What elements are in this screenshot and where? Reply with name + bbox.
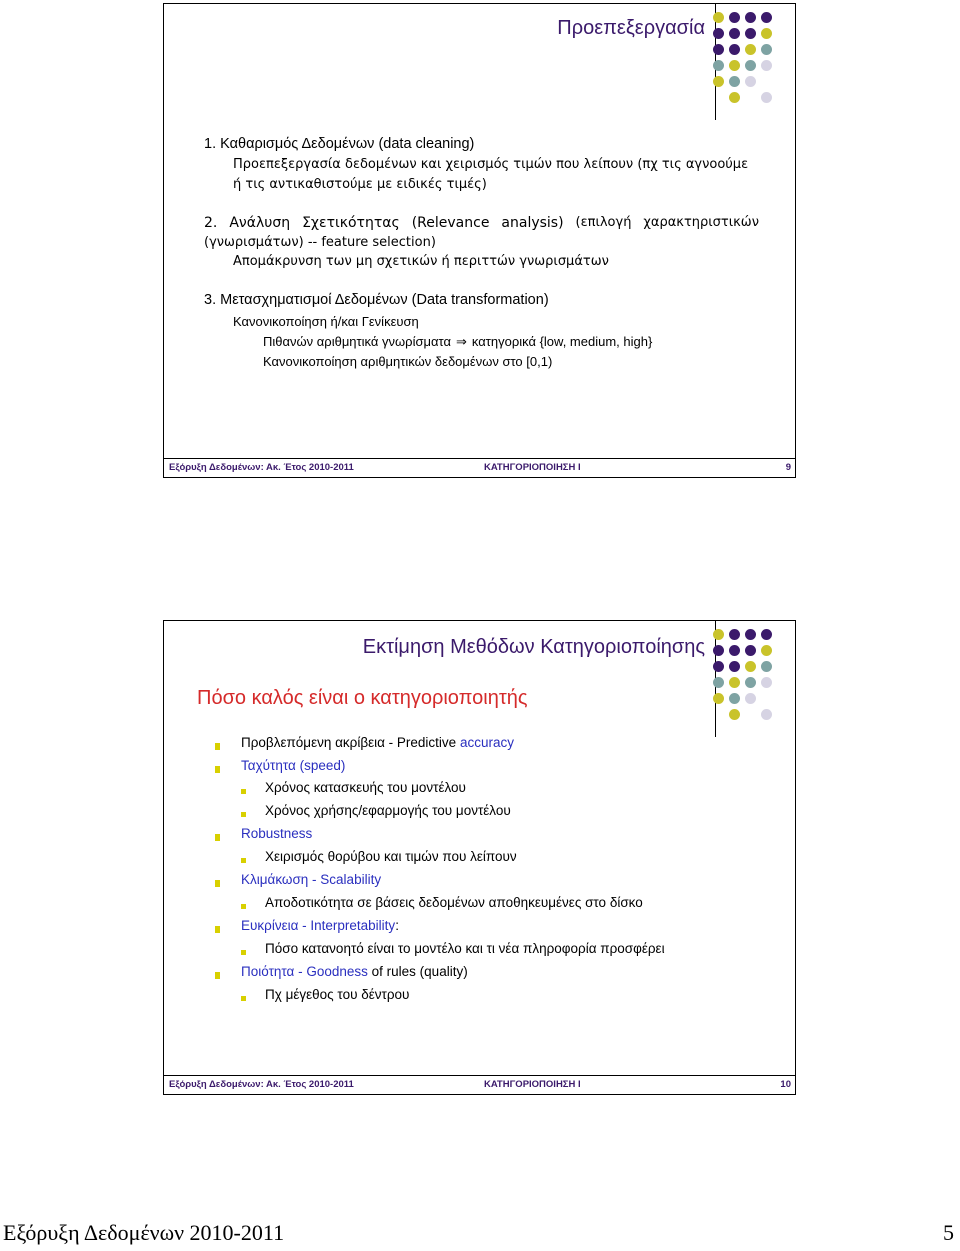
decorative-dot (761, 28, 772, 39)
decorative-dot (761, 709, 772, 720)
item-3-line-2 (263, 334, 652, 350)
bullet-icon (215, 926, 220, 933)
item-2-line-1: (γνωρισμάτων) -- feature selection) (204, 235, 436, 250)
item-2-word-f: χαρακτηριστικών (643, 215, 759, 230)
decorative-dot (713, 12, 724, 23)
item-2-word-b: Σχετικότητας (302, 215, 400, 231)
decorative-dot (745, 693, 756, 704)
decorative-dot (713, 677, 724, 688)
decorative-dot (745, 12, 756, 23)
decorative-dot (729, 629, 740, 640)
decorative-dot (713, 661, 724, 672)
criterion-accuracy (241, 735, 514, 750)
decorative-dot (745, 44, 756, 55)
decorative-dot (761, 60, 772, 71)
item-1-heading: 1. Καθαρισμός Δεδομένων (data cleaning) (204, 136, 475, 152)
decorative-dot (761, 12, 772, 23)
item-3-line-2b: κατηγορικά {low, medium, high} (471, 334, 653, 349)
decorative-dot (713, 645, 724, 656)
footer-course: Εξόρυξη Δεδομένων: Ακ. Έτος 2010-2011 (169, 1079, 354, 1090)
decorative-dot (761, 645, 772, 656)
decorative-dot (729, 76, 740, 87)
handout-footer-title: Εξόρυξη Δεδομένων 2010-2011 (3, 1220, 285, 1245)
robustness-noise: Χειρισμός θορύβου και τιμών που λείπουν (265, 849, 517, 864)
sub-bullet-icon (241, 904, 246, 909)
item-2-heading (204, 215, 759, 231)
slide-subtitle: Πόσο καλός είναι ο κατηγοριοποιητής (197, 687, 528, 709)
item-1-line-2: ή τις αντικαθιστούμε με ειδικές τιμές) (233, 177, 487, 192)
criterion-accuracy-text: Προβλεπόμενη ακρίβεια - Predictive (241, 735, 460, 750)
decorative-dot (713, 28, 724, 39)
bullet-icon (215, 743, 220, 750)
scalability-disk: Αποδοτικότητα σε βάσεις δεδομένων αποθηκευμένες στο δίσκο (265, 895, 643, 910)
decorative-dot (729, 60, 740, 71)
decorative-dot (761, 44, 772, 55)
item-1-line-1: Προεπεξεργασία δεδομένων και χειρισμός τιμών που λείπουν (πχ τις αγνοούμε (233, 157, 749, 172)
bullet-icon (215, 880, 220, 887)
decorative-dot (729, 677, 740, 688)
decorative-dot (713, 629, 724, 640)
decorative-dot (729, 693, 740, 704)
decorative-dot (745, 60, 756, 71)
item-2-word-c: (Relevance (411, 215, 490, 231)
decorative-dot (713, 76, 724, 87)
decorative-dot (761, 661, 772, 672)
decorative-dot (713, 44, 724, 55)
implies-arrow-icon: ⇒ (455, 335, 467, 350)
decorative-dot (729, 645, 740, 656)
decorative-dot (729, 12, 740, 23)
slide-footer (164, 458, 795, 477)
criterion-interpretability-colon: : (395, 918, 399, 933)
item-3-line-1: Κανονικοποίηση ή/και Γενίκευση (233, 314, 419, 329)
criterion-robustness: Robustness (241, 826, 313, 841)
decorative-dot (761, 677, 772, 688)
bullet-icon (215, 972, 220, 979)
criterion-interpretability-term: Ευκρίνεια - Interpretability (241, 918, 396, 933)
decorative-dot (745, 76, 756, 87)
sub-bullet-icon (241, 858, 246, 863)
footer-course: Εξόρυξη Δεδομένων: Ακ. Έτος 2010-2011 (169, 462, 354, 473)
decorative-dot (713, 693, 724, 704)
sub-bullet-icon (241, 812, 246, 817)
decorative-dot-grid (713, 629, 775, 725)
footer-topic: ΚΑΤΗΓΟΡΙΟΠΟΙΗΣΗ Ι (484, 1079, 581, 1090)
decorative-dot (729, 661, 740, 672)
sub-bullet-icon (241, 950, 246, 955)
item-2-word-a: Ανάλυση (229, 215, 291, 231)
criterion-interpretability (241, 918, 399, 933)
criterion-goodness-term: Ποιότητα - Goodness (241, 964, 368, 979)
decorative-dot (729, 709, 740, 720)
speed-use-time: Χρόνος χρήσης/εφαρμογής του μοντέλου (265, 803, 511, 818)
sub-bullet-icon (241, 789, 246, 794)
slide-preprocessing (163, 3, 796, 478)
decorative-dot (761, 92, 772, 103)
speed-build-time: Χρόνος κατασκευής του μοντέλου (265, 780, 466, 795)
decorative-dot (729, 92, 740, 103)
decorative-dot-grid (713, 12, 775, 108)
item-2-line-2: Απομάκρυνση των μη σχετικών ή περιττών γνωρισμάτων (233, 254, 609, 269)
sub-bullet-icon (241, 996, 246, 1001)
decorative-dot (729, 44, 740, 55)
criterion-accuracy-term: accuracy (459, 735, 514, 750)
footer-topic: ΚΑΤΗΓΟΡΙΟΠΟΙΗΣΗ Ι (484, 462, 581, 473)
slide-title: Εκτίμηση Μεθόδων Κατηγοριοποίησης (362, 636, 705, 658)
bullet-icon (215, 834, 220, 841)
item-3-heading: 3. Μετασχηματισμοί Δεδομένων (Data transformation) (204, 292, 549, 308)
criterion-scalability: Κλιμάκωση - Scalability (241, 872, 382, 887)
item-2-word-e: (επιλογή (575, 215, 632, 230)
criterion-goodness-text: of rules (quality) (367, 964, 468, 979)
footer-page-number: 9 (785, 462, 791, 473)
decorative-dot (745, 28, 756, 39)
bullet-icon (215, 766, 220, 773)
footer-page-number: 10 (780, 1079, 791, 1090)
criterion-goodness (241, 964, 468, 979)
item-3-line-2a: Πιθανών αριθμητικά γνωρίσματα (263, 334, 451, 349)
slide-title: Προεπεξεργασία (557, 17, 705, 39)
decorative-dot (745, 629, 756, 640)
decorative-dot (745, 661, 756, 672)
slide-classifier-evaluation (163, 620, 796, 1095)
item-2-num: 2. (204, 215, 218, 231)
decorative-dot (745, 677, 756, 688)
interpretability-detail: Πόσο κατανοητό είναι το μοντέλο και τι νέα πληροφορία προσφέρει (265, 941, 665, 956)
goodness-tree-size: Πχ μέγεθος του δέντρου (265, 987, 410, 1002)
decorative-dot (713, 60, 724, 71)
item-2-word-d: analysis) (501, 215, 564, 231)
decorative-dot (729, 28, 740, 39)
criterion-speed: Ταχύτητα (speed) (241, 758, 346, 773)
slide-footer (164, 1075, 795, 1094)
handout-page-number: 5 (943, 1220, 954, 1245)
decorative-dot (745, 645, 756, 656)
decorative-dot (761, 629, 772, 640)
item-3-line-3: Κανονικοποίηση αριθμητικών δεδομένων στο [0,1) (263, 354, 553, 369)
